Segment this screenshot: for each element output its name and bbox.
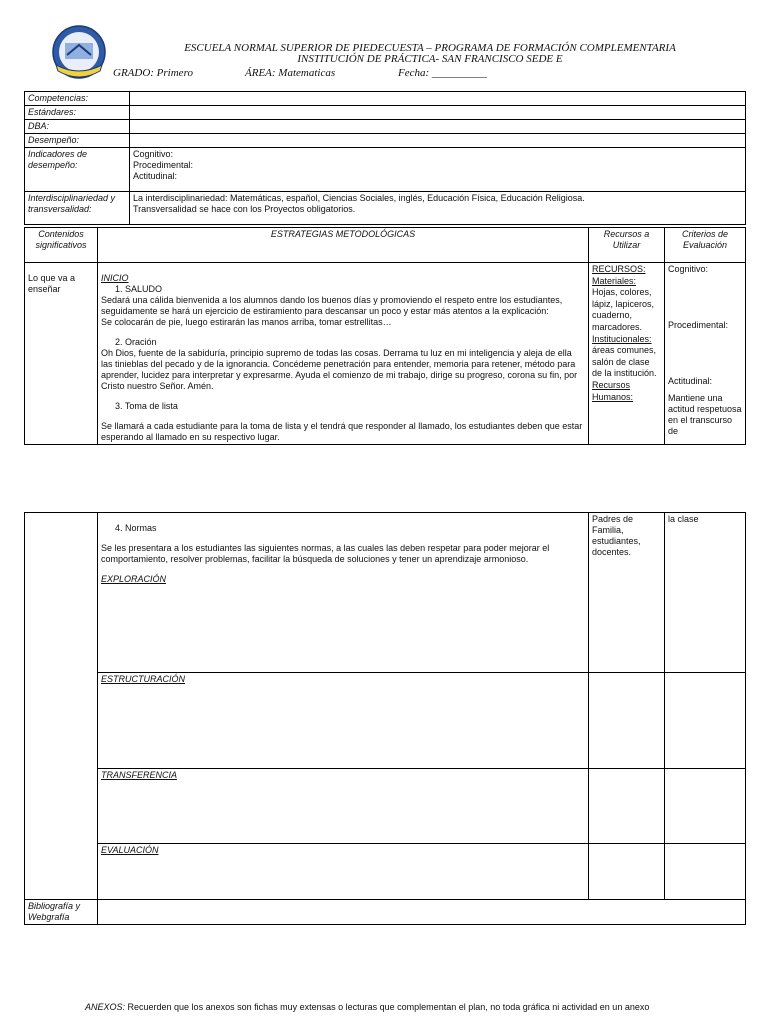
col-recursos-header: Recursos a Utilizar bbox=[589, 228, 665, 263]
dba-label: DBA: bbox=[25, 120, 130, 134]
recursos-estructuracion bbox=[589, 673, 665, 769]
recursos-cell bbox=[589, 263, 665, 445]
anexos-footer bbox=[85, 1002, 725, 1012]
criterios-transferencia bbox=[665, 769, 746, 844]
evaluacion-cell bbox=[98, 844, 589, 900]
contenidos-cont-cell bbox=[25, 513, 98, 900]
recursos-title: RECURSOS: bbox=[592, 264, 646, 274]
dba-value bbox=[130, 120, 746, 134]
col-estrategias-header: ESTRATEGIAS METODOLÓGICAS bbox=[98, 228, 589, 263]
estandares-label: Estándares: bbox=[25, 106, 130, 120]
desempeno-label: Desempeño: bbox=[25, 134, 130, 148]
indicador-cognitivo: Cognitivo: bbox=[133, 149, 174, 159]
recursos-cont-cell: Padres de Familia, estudiantes, docentes. bbox=[589, 513, 665, 673]
evaluacion-title: EVALUACIÓN bbox=[101, 845, 159, 855]
contenidos-cell: Lo que va a enseñar bbox=[25, 263, 98, 445]
materiales-text: Hojas, colores, lápiz, lapiceros, cuaderno, marcadores. bbox=[592, 287, 655, 332]
saludo-title: 1. SALUDO bbox=[115, 284, 163, 294]
col-criterios-header: Criterios de Evaluación bbox=[665, 228, 746, 263]
anexos-label: ANEXOS: bbox=[85, 1002, 126, 1012]
anexos-text: Recuerden que los anexos son fichas muy extensas o lecturas que complementan el plan, no toda gráfica ni actividad en un anexo bbox=[125, 1002, 650, 1012]
criterios-cont-cell: la clase bbox=[665, 513, 746, 673]
criterios-evaluacion bbox=[665, 844, 746, 900]
inicio-title: INICIO bbox=[101, 273, 129, 283]
header-line1: ESCUELA NORMAL SUPERIOR DE PIEDECUESTA – PROGRAMA DE FORMACIÓN COMPLEMENTARIA bbox=[184, 42, 676, 54]
materiales-label: Materiales: bbox=[592, 275, 637, 286]
header-line2: INSTITUCIÓN DE PRÁCTICA- SAN FRANCISCO SEDE E bbox=[297, 53, 563, 65]
col-contenidos-header: Contenidos significativos bbox=[25, 228, 98, 263]
area: ÁREA: Matematicas bbox=[245, 67, 336, 79]
criterios-cell bbox=[665, 263, 746, 445]
saludo-text2: Se colocarán de pie, luego estirarán las manos arriba, tomar estrellitas… bbox=[101, 317, 392, 327]
strategies-table-continued bbox=[24, 512, 746, 925]
normas-text: Se les presentara a los estudiantes las siguientes normas, a las cuales las deben respetar para poder mejorar el comportamiento, resolver problemas, facilitar la búsqueda de soluciones y tener un aprendizaje armonioso. bbox=[101, 543, 550, 564]
indicadores-value bbox=[130, 148, 746, 192]
humanos-label: Recursos Humanos: bbox=[592, 379, 634, 402]
criterio-cognitivo: Cognitivo: bbox=[668, 264, 709, 274]
institucionales-text: áreas comunes, salón de clase de la institución. bbox=[592, 345, 657, 379]
school-logo bbox=[50, 25, 108, 83]
lista-text: Se llamará a cada estudiante para la toma de lista y el tendrá que responder al llamado, los estudiantes deben que estar esperando al llamado en su respectivo lugar. bbox=[101, 421, 583, 442]
strategies-table bbox=[24, 227, 746, 445]
lista-title: 3. Toma de lista bbox=[115, 401, 178, 411]
fecha: Fecha: __________ bbox=[398, 67, 487, 79]
competencias-value bbox=[130, 92, 746, 106]
interdisciplinariedad-text: La interdisciplinariedad: Matemáticas, español, Ciencias Sociales, inglés, Educación Física, Educación Religiosa. bbox=[133, 193, 585, 203]
competencias-label: Competencias: bbox=[25, 92, 130, 106]
interdisciplinariedad-label: Interdisciplinariedad y transversalidad: bbox=[25, 192, 130, 225]
transferencia-cell bbox=[98, 769, 589, 844]
grado: GRADO: Primero bbox=[113, 67, 193, 79]
normas-title: 4. Normas bbox=[115, 523, 157, 533]
bibliografia-value bbox=[98, 900, 746, 925]
normas-cell bbox=[98, 513, 589, 673]
indicador-actitudinal: Actitudinal: bbox=[133, 171, 178, 181]
criterio-procedimental: Procedimental: bbox=[668, 320, 729, 330]
oracion-text: Oh Dios, fuente de la sabiduría, principio supremo de todas las cosas. Derrama tu luz en mi inteligencia y aleja de ella las tinieblas del pecado y de la ignorancia. Concédeme penetración para entender, memoria para retener, método para aprender, lucidez para interpretar y expresarme. Ayuda el comienzo de mi trabajo, dirige su progreso, corona su fin, por Cristo nuestro Señor. Amén. bbox=[101, 348, 578, 391]
estrategias-cell bbox=[98, 263, 589, 445]
criterios-estructuracion bbox=[665, 673, 746, 769]
criterio-actitudinal: Actitudinal: bbox=[668, 376, 713, 386]
saludo-text: Sedará una cálida bienvenida a los alumnos dando los buenos días y promoviendo el respeto entre los estudiantes, seguidamente se hará un ejercicio de estiramiento para descansar un poco y estar más atentos a la explicación: bbox=[101, 295, 563, 316]
info-table bbox=[24, 91, 746, 225]
institucionales-label: Institucionales: bbox=[592, 333, 652, 344]
recursos-evaluacion bbox=[589, 844, 665, 900]
transversalidad-text: Transversalidad se hace con los Proyectos obligatorios. bbox=[133, 204, 356, 214]
estructuracion-title: ESTRUCTURACIÓN bbox=[101, 674, 186, 684]
desempeno-value bbox=[130, 134, 746, 148]
transferencia-title: TRANSFERENCIA bbox=[101, 770, 178, 780]
criterio-mantiene: Mantiene una actitud respetuosa en el transcurso de bbox=[668, 393, 742, 436]
oracion-title: 2. Oración bbox=[115, 337, 157, 347]
estructuracion-cell bbox=[98, 673, 589, 769]
exploracion-title: EXPLORACIÓN bbox=[101, 574, 167, 584]
interdisciplinariedad-value bbox=[130, 192, 746, 225]
indicador-procedimental: Procedimental: bbox=[133, 160, 194, 170]
recursos-transferencia bbox=[589, 769, 665, 844]
indicadores-label: Indicadores de desempeño: bbox=[25, 148, 130, 192]
estandares-value bbox=[130, 106, 746, 120]
bibliografia-label: Bibliografía y Webgrafía bbox=[25, 900, 98, 925]
